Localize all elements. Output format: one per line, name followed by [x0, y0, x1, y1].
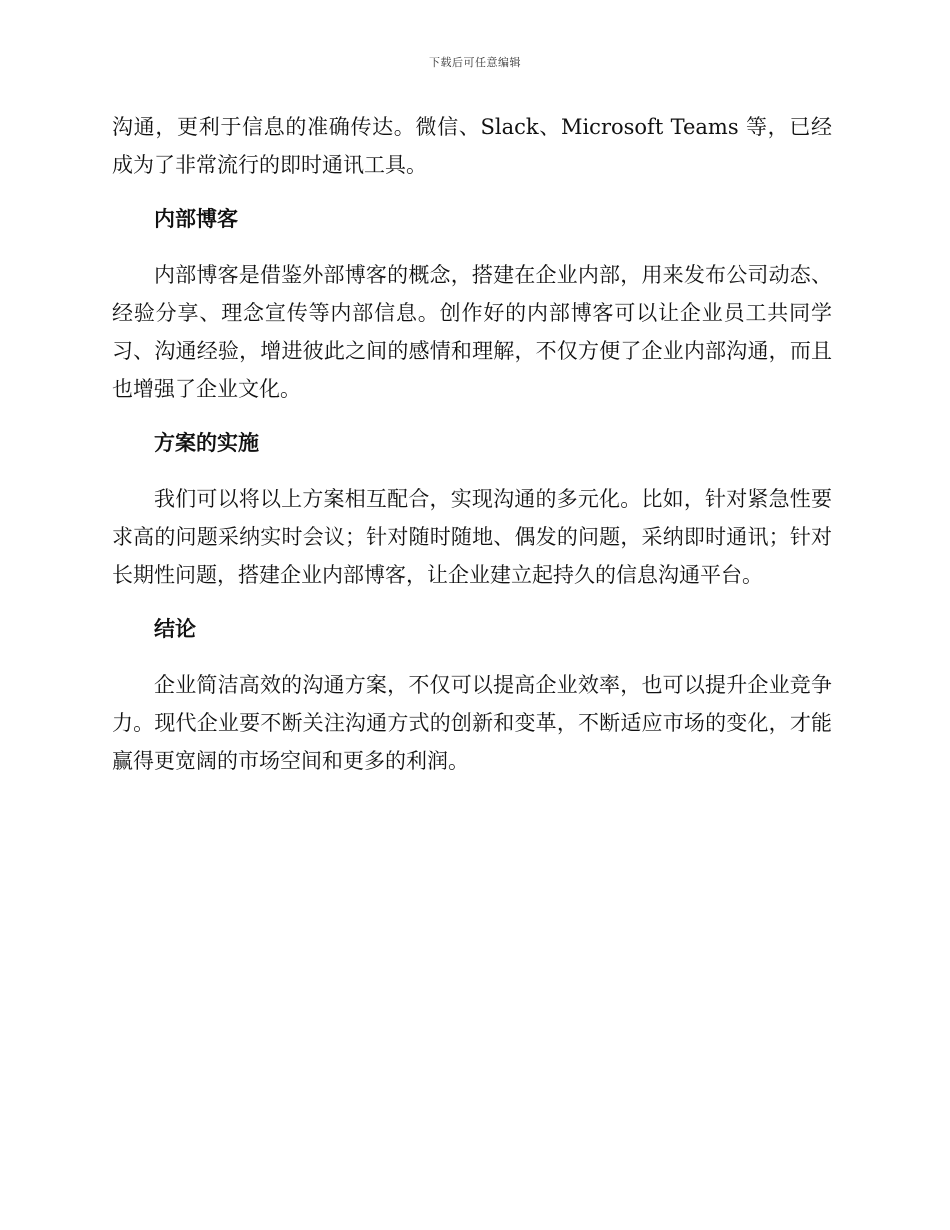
section-heading-implementation: 方案的实施 — [154, 431, 259, 455]
paragraph-instant-messaging-end: 沟通，更利于信息的准确传达。微信、Slack、Microsoft Teams 等，已经成为了非常流行的即时通讯工具。 — [112, 115, 832, 177]
section-heading-conclusion: 结论 — [154, 617, 196, 641]
paragraph-internal-blog: 内部博客是借鉴外部博客的概念，搭建在企业内部，用来发布公司动态、经验分享、理念宣传等内部信息。创作好的内部博客可以让企业员工共同学习、沟通经验，增进彼此之间的感情和理解，不仅方便了企业内部沟通，而且也增强了企业文化。 — [112, 263, 832, 401]
paragraph-implementation: 我们可以将以上方案相互配合，实现沟通的多元化。比如，针对紧急性要求高的问题采纳实时会议；针对随时随地、偶发的问题，采纳即时通讯；针对长期性问题，搭建企业内部博客，让企业建立起持久的信息沟通平台。 — [112, 487, 832, 587]
page-header-note: 下载后可任意编辑 — [429, 56, 521, 69]
section-heading-internal-blog: 内部博客 — [154, 207, 238, 231]
paragraph-conclusion: 企业简洁高效的沟通方案，不仅可以提高企业效率，也可以提升企业竞争力。现代企业要不断关注沟通方式的创新和变革，不断适应市场的变化，才能赢得更宽阔的市场空间和更多的利润。 — [112, 673, 832, 773]
document-body — [112, 108, 832, 780]
